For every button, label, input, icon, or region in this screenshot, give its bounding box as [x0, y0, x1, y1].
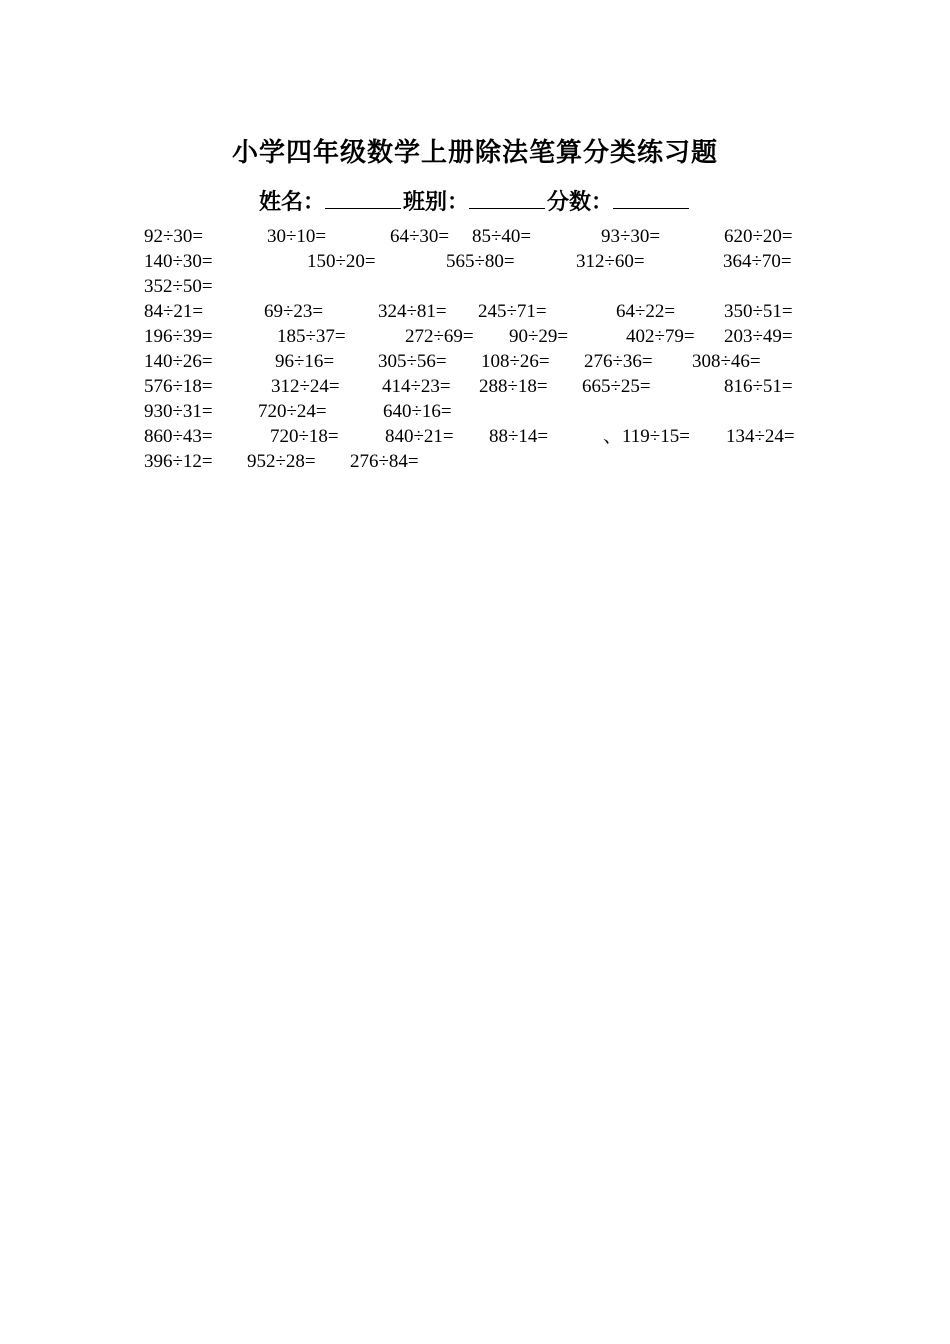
division-problem: 565÷80= — [446, 251, 515, 272]
division-problem: 816÷51= — [724, 376, 793, 397]
problem-row — [0, 274, 950, 299]
division-problem: 352÷50= — [144, 276, 213, 297]
division-problem: 84÷21= — [144, 301, 204, 322]
student-info-line — [0, 185, 950, 216]
division-problem: 952÷28= — [247, 451, 316, 472]
worksheet-title: 小学四年级数学上册除法笔算分类练习题 — [231, 138, 718, 168]
division-problem: 134÷24= — [726, 426, 795, 447]
division-problem: 92÷30= — [144, 226, 204, 247]
division-problem: 720÷24= — [258, 401, 327, 422]
division-problem: 85÷40= — [472, 226, 532, 247]
division-problem: 840÷21= — [385, 426, 454, 447]
division-problem: 414÷23= — [382, 376, 451, 397]
score-label: 分数： — [547, 190, 614, 215]
division-problem: 150÷20= — [307, 251, 376, 272]
division-problem: 402÷79= — [626, 326, 695, 347]
division-problem: 640÷16= — [383, 401, 452, 422]
name-blank[interactable] — [325, 186, 401, 209]
problem-row — [0, 424, 950, 449]
division-problem: 930÷31= — [144, 401, 213, 422]
problem-row — [0, 399, 950, 424]
problem-row — [0, 324, 950, 349]
division-problem: 620÷20= — [724, 226, 793, 247]
division-problem: 860÷43= — [144, 426, 213, 447]
class-blank[interactable] — [469, 186, 545, 209]
division-problem: 、119÷15= — [603, 426, 690, 447]
division-problem: 108÷26= — [481, 351, 550, 372]
division-problem: 324÷81= — [378, 301, 447, 322]
class-label: 班别： — [402, 190, 469, 215]
problem-row — [0, 299, 950, 324]
division-problem: 96÷16= — [275, 351, 335, 372]
division-problem: 140÷30= — [144, 251, 213, 272]
division-problem: 350÷51= — [724, 301, 793, 322]
problem-row — [0, 249, 950, 274]
division-problem: 305÷56= — [378, 351, 447, 372]
problem-row — [0, 449, 950, 474]
division-problem: 203÷49= — [724, 326, 793, 347]
division-problem: 69÷23= — [264, 301, 324, 322]
division-problem: 272÷69= — [405, 326, 474, 347]
division-problem: 364÷70= — [723, 251, 792, 272]
division-problem: 196÷39= — [144, 326, 213, 347]
division-problem: 396÷12= — [144, 451, 213, 472]
name-label: 姓名： — [258, 190, 325, 215]
division-problem: 245÷71= — [478, 301, 547, 322]
score-blank[interactable] — [613, 186, 689, 209]
division-problem: 312÷24= — [271, 376, 340, 397]
division-problem: 276÷84= — [350, 451, 419, 472]
division-problem: 88÷14= — [489, 426, 549, 447]
division-problem: 185÷37= — [277, 326, 346, 347]
division-problem: 576÷18= — [144, 376, 213, 397]
division-problem: 90÷29= — [509, 326, 569, 347]
division-problem: 312÷60= — [576, 251, 645, 272]
problem-row — [0, 349, 950, 374]
division-problem: 30÷10= — [267, 226, 327, 247]
division-problem: 288÷18= — [479, 376, 548, 397]
division-problem: 665÷25= — [582, 376, 651, 397]
division-problem: 140÷26= — [144, 351, 213, 372]
division-problem: 93÷30= — [601, 226, 661, 247]
division-problem: 720÷18= — [270, 426, 339, 447]
division-problem: 64÷22= — [616, 301, 676, 322]
problem-row — [0, 224, 950, 249]
problem-row — [0, 374, 950, 399]
division-problem: 308÷46= — [692, 351, 761, 372]
division-problem: 276÷36= — [584, 351, 653, 372]
division-problem: 64÷30= — [390, 226, 450, 247]
